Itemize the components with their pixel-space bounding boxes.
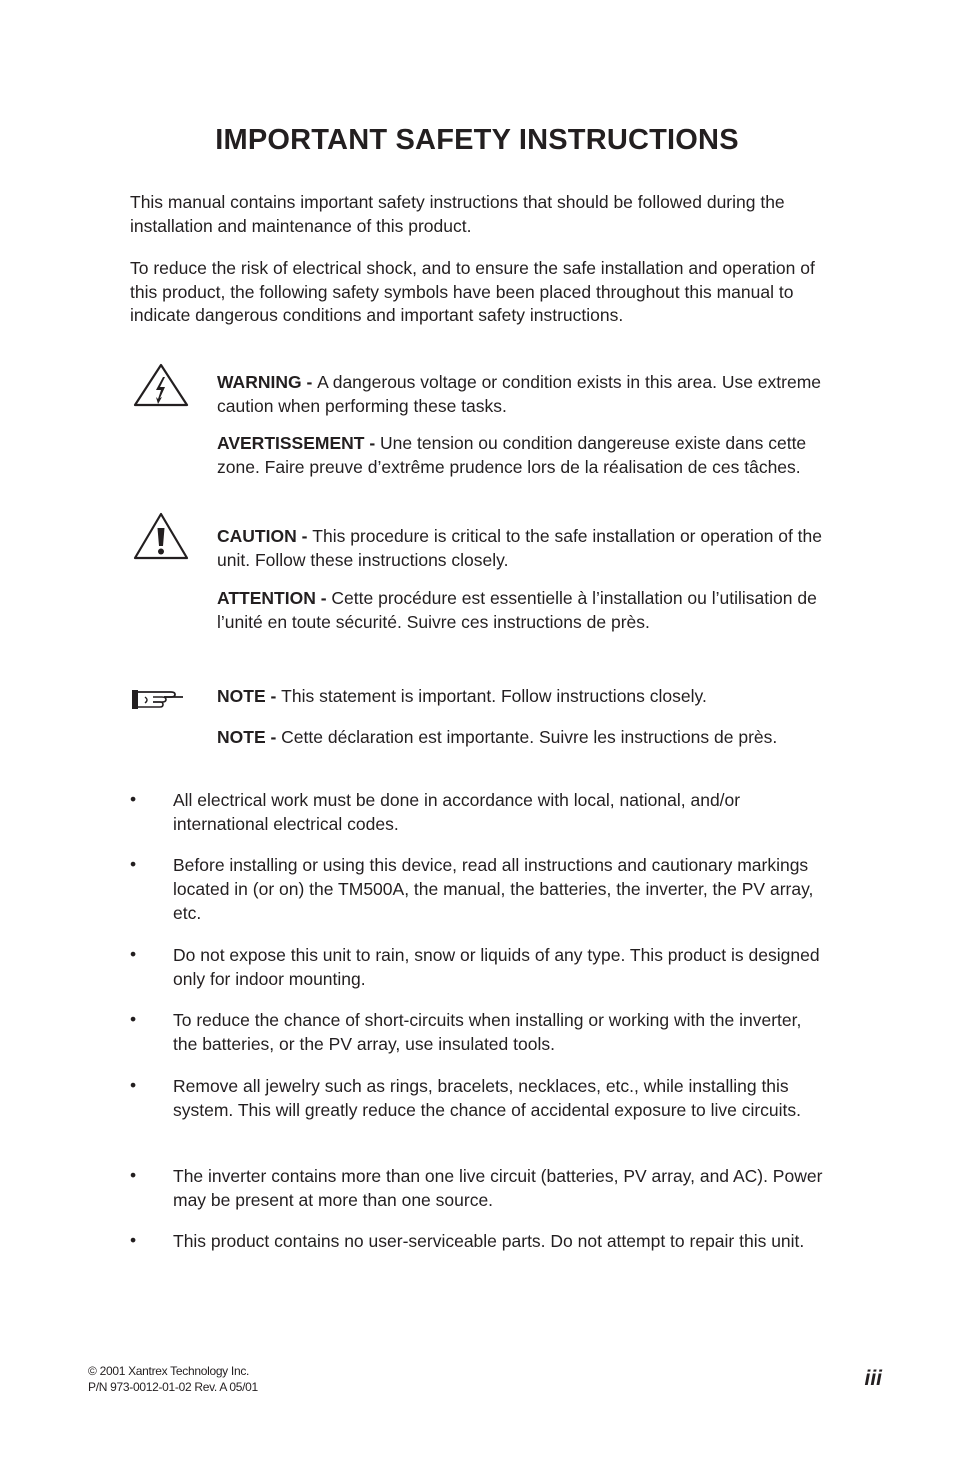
note-label: NOTE - (217, 686, 282, 706)
avertissement-label: AVERTISSEMENT - (217, 433, 381, 453)
avertissement-text: Une tension ou condition dangereuse existe dans cette zone. Faire preuve d’extrême prudence lors de la réalisation de ces tâches. (217, 433, 807, 477)
bullet-marker: • (130, 854, 137, 874)
bullet-item-7: This product contains no user-serviceable parts. Do not attempt to repair this unit. (173, 1231, 805, 1251)
caution-label: CAUTION - (217, 526, 313, 546)
warning-label: WARNING - (217, 372, 318, 392)
copyright-notice: © 2001 Xantrex Technology Inc. (88, 1364, 250, 1378)
warning-english (217, 371, 827, 418)
attention-label: ATTENTION - (217, 588, 332, 608)
bullet-marker: • (130, 789, 137, 809)
caution-text: This procedure is critical to the safe installation or operation of the unit. Follow these instructions closely. (217, 526, 822, 570)
warning-text: A dangerous voltage or condition exists in this area. Use extreme caution when performing these tasks. (217, 372, 822, 416)
page-title: IMPORTANT SAFETY INSTRUCTIONS (215, 124, 739, 156)
bullet-item-3: Do not expose this unit to rain, snow or liquids of any type. This product is designed only for indoor mounting. (173, 945, 820, 989)
bullet-item-2: Before installing or using this device, read all instructions and cautionary markings located in (or on) the TM500A, the manual, the batteries, the inverter, the PV array, etc. (173, 855, 814, 923)
page-number: iii (864, 1367, 882, 1390)
bullet-item-1: All electrical work must be done in accordance with local, national, and/or international electrical codes. (173, 790, 741, 834)
warning-french (217, 432, 827, 479)
bullet-marker: • (130, 1009, 137, 1029)
note-fr-text: Cette déclaration est importante. Suivre les instructions de près. (281, 727, 778, 747)
bullet-item-6: The inverter contains more than one live circuit (batteries, PV array, and AC). Power may be present at more than one source. (173, 1166, 823, 1210)
caution-french (217, 587, 827, 634)
part-number: P/N 973-0012-01-02 Rev. A 05/01 (88, 1380, 258, 1394)
bullet-marker: • (130, 944, 137, 964)
caution-exclamation-icon (132, 511, 190, 566)
intro-paragraph-2: To reduce the risk of electrical shock, and to ensure the safe installation and operation of this product, the following safety symbols have been placed throughout this manual to indicate dangerous conditions and important safety instructions. (130, 258, 815, 325)
bullet-marker: • (130, 1230, 137, 1250)
note-text: This statement is important. Follow instructions closely. (281, 686, 707, 706)
note-fr-label: NOTE - (217, 727, 282, 747)
bullet-item-5: Remove all jewelry such as rings, bracelets, necklaces, etc., while installing this system. This will greatly reduce the chance of accidental exposure to live circuits. (173, 1076, 802, 1120)
intro-paragraph-1: This manual contains important safety instructions that should be followed during the installation and maintenance of this product. (130, 192, 785, 236)
bullet-item-4: To reduce the chance of short-circuits when installing or working with the inverter, the batteries, or the PV array, use insulated tools. (173, 1010, 802, 1054)
bullet-marker: • (130, 1075, 137, 1095)
caution-english (217, 525, 827, 572)
bullet-marker: • (130, 1165, 137, 1185)
high-voltage-warning-icon (132, 362, 190, 413)
note-french (217, 726, 827, 750)
pointing-hand-icon (131, 686, 187, 717)
note-english (217, 685, 827, 709)
attention-text: Cette procédure est essentielle à l’installation ou l’utilisation de l’unité en toute sécurité. Suivre ces instructions de près. (217, 588, 817, 632)
